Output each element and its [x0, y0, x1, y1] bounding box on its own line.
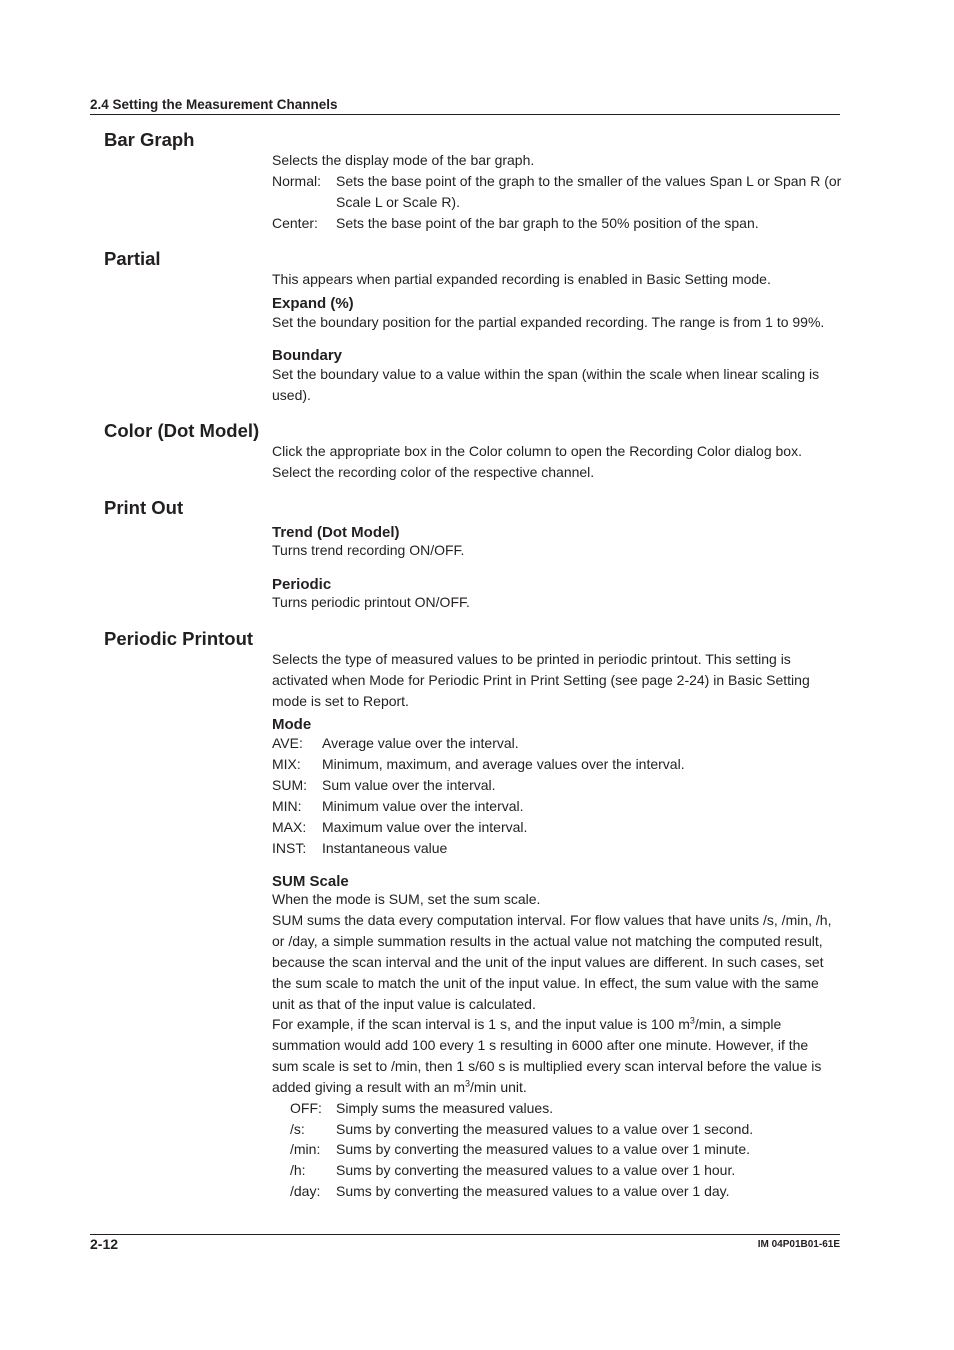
periodic-intro-1: Selects the type of measured values to be printed in periodic printout. This setting is	[272, 651, 791, 667]
sum-line: or /day, a simple summation results in the actual value not matching the computed result,	[272, 933, 823, 949]
subheading-sum-scale: SUM Scale	[272, 873, 349, 890]
bar-graph-normal	[272, 171, 844, 213]
mode-term: INST:	[272, 840, 307, 856]
scale-item	[290, 1098, 844, 1119]
scale-item	[290, 1181, 844, 1202]
sum-line: When the mode is SUM, set the sum scale.	[272, 891, 541, 907]
footer-rule	[90, 1234, 840, 1235]
bar-graph-center	[272, 213, 844, 234]
heading-print-out: Print Out	[104, 497, 184, 518]
superscript: 3	[465, 1078, 471, 1089]
mode-item	[272, 838, 844, 859]
mode-def: Maximum value over the interval.	[322, 819, 528, 835]
sum-line: because the scan interval and the unit of the input values are different. In such cases, set	[272, 954, 824, 970]
example-text: added giving a result with an m	[272, 1079, 465, 1095]
partial-intro: This appears when partial expanded recording is enabled in Basic Setting mode.	[272, 271, 771, 287]
sum-line: the sum scale to match the unit of the input value. In effect, the sum value with the same	[272, 975, 819, 991]
term-center: Center:	[272, 215, 318, 231]
mode-item	[272, 775, 844, 796]
heading-periodic-printout: Periodic Printout	[104, 628, 254, 649]
example-text: /min unit.	[470, 1079, 527, 1095]
subheading-mode: Mode	[272, 716, 312, 733]
scale-def: Simply sums the measured values.	[336, 1100, 554, 1116]
bar-graph-intro: Selects the display mode of the bar graph.	[272, 152, 535, 168]
mode-term: SUM:	[272, 777, 307, 793]
page-number: 2-12	[90, 1236, 119, 1252]
boundary-text-2: used).	[272, 387, 311, 403]
mode-item	[272, 796, 844, 817]
def-normal-1: Sets the base point of the graph to the smaller of the values Span L or Span R (or	[336, 173, 842, 189]
scale-item	[290, 1160, 844, 1181]
mode-term: AVE:	[272, 735, 303, 751]
term-normal: Normal:	[272, 173, 322, 189]
periodic-intro-2: activated when Mode for Periodic Print in Print Setting (see page 2-24) in Basic Setting	[272, 672, 810, 688]
mode-def: Sum value over the interval.	[322, 777, 496, 793]
trend-text: Turns trend recording ON/OFF.	[272, 542, 465, 558]
periodic-intro-3: mode is set to Report.	[272, 693, 409, 709]
subheading-periodic: Periodic	[272, 576, 332, 593]
scale-item	[290, 1139, 844, 1160]
scale-term: /min:	[290, 1141, 321, 1157]
mode-def: Minimum, maximum, and average values over the interval.	[322, 756, 685, 772]
example-line-4	[272, 1077, 844, 1098]
expand-text: Set the boundary position for the partial expanded recording. The range is from 1 to 99%.	[272, 314, 825, 330]
mode-item	[272, 754, 844, 775]
boundary-text-1: Set the boundary value to a value within the span (within the scale when linear scaling is	[272, 366, 820, 382]
header-rule	[90, 114, 840, 115]
scale-def: Sums by converting the measured values to a value over 1 day.	[336, 1183, 730, 1199]
heading-partial: Partial	[104, 248, 161, 269]
mode-item	[272, 733, 844, 754]
scale-term: /day:	[290, 1183, 321, 1199]
sum-line: SUM sums the data every computation interval. For flow values that have units /s, /min, /h,	[272, 912, 832, 928]
mode-term: MIN:	[272, 798, 302, 814]
mode-term: MIX:	[272, 756, 301, 772]
mode-item	[272, 817, 844, 838]
sum-line: unit as that of the input value is calculated.	[272, 996, 536, 1012]
scale-term: /h:	[290, 1162, 306, 1178]
example-line-3: sum scale is set to /min, then 1 s/60 s is multiplied every scan interval before the value is	[272, 1058, 822, 1074]
mode-def: Average value over the interval.	[322, 735, 519, 751]
mode-def: Minimum value over the interval.	[322, 798, 524, 814]
section-header: 2.4 Setting the Measurement Channels	[90, 97, 338, 112]
def-normal-2: Scale L or Scale R).	[336, 194, 460, 210]
mode-term: MAX:	[272, 819, 307, 835]
scale-item	[290, 1119, 844, 1140]
periodic-text: Turns periodic printout ON/OFF.	[272, 594, 470, 610]
color-text-1: Click the appropriate box in the Color column to open the Recording Color dialog box.	[272, 443, 802, 459]
color-text-2: Select the recording color of the respective channel.	[272, 464, 595, 480]
example-text: /min, a simple	[694, 1016, 782, 1032]
heading-color: Color (Dot Model)	[104, 420, 260, 441]
scale-def: Sums by converting the measured values to a value over 1 second.	[336, 1121, 754, 1137]
document-id: IM 04P01B01-61E	[757, 1239, 840, 1250]
heading-bar-graph: Bar Graph	[104, 129, 195, 150]
subheading-trend: Trend (Dot Model)	[272, 524, 400, 541]
superscript: 3	[689, 1015, 695, 1026]
scale-def: Sums by converting the measured values to a value over 1 minute.	[336, 1141, 750, 1157]
def-center: Sets the base point of the bar graph to the 50% position of the span.	[336, 215, 759, 231]
example-line-1	[272, 1014, 844, 1035]
scale-def: Sums by converting the measured values to a value over 1 hour.	[336, 1162, 736, 1178]
example-line-2: summation would add 100 every 1 s resulting in 6000 after one minute. However, if the	[272, 1037, 809, 1053]
scale-term: OFF:	[290, 1100, 322, 1116]
scale-term: /s:	[290, 1121, 305, 1137]
subheading-expand: Expand (%)	[272, 295, 354, 312]
mode-def: Instantaneous value	[322, 840, 448, 856]
example-text: For example, if the scan interval is 1 s, and the input value is 100 m	[272, 1016, 690, 1032]
subheading-boundary: Boundary	[272, 347, 343, 364]
